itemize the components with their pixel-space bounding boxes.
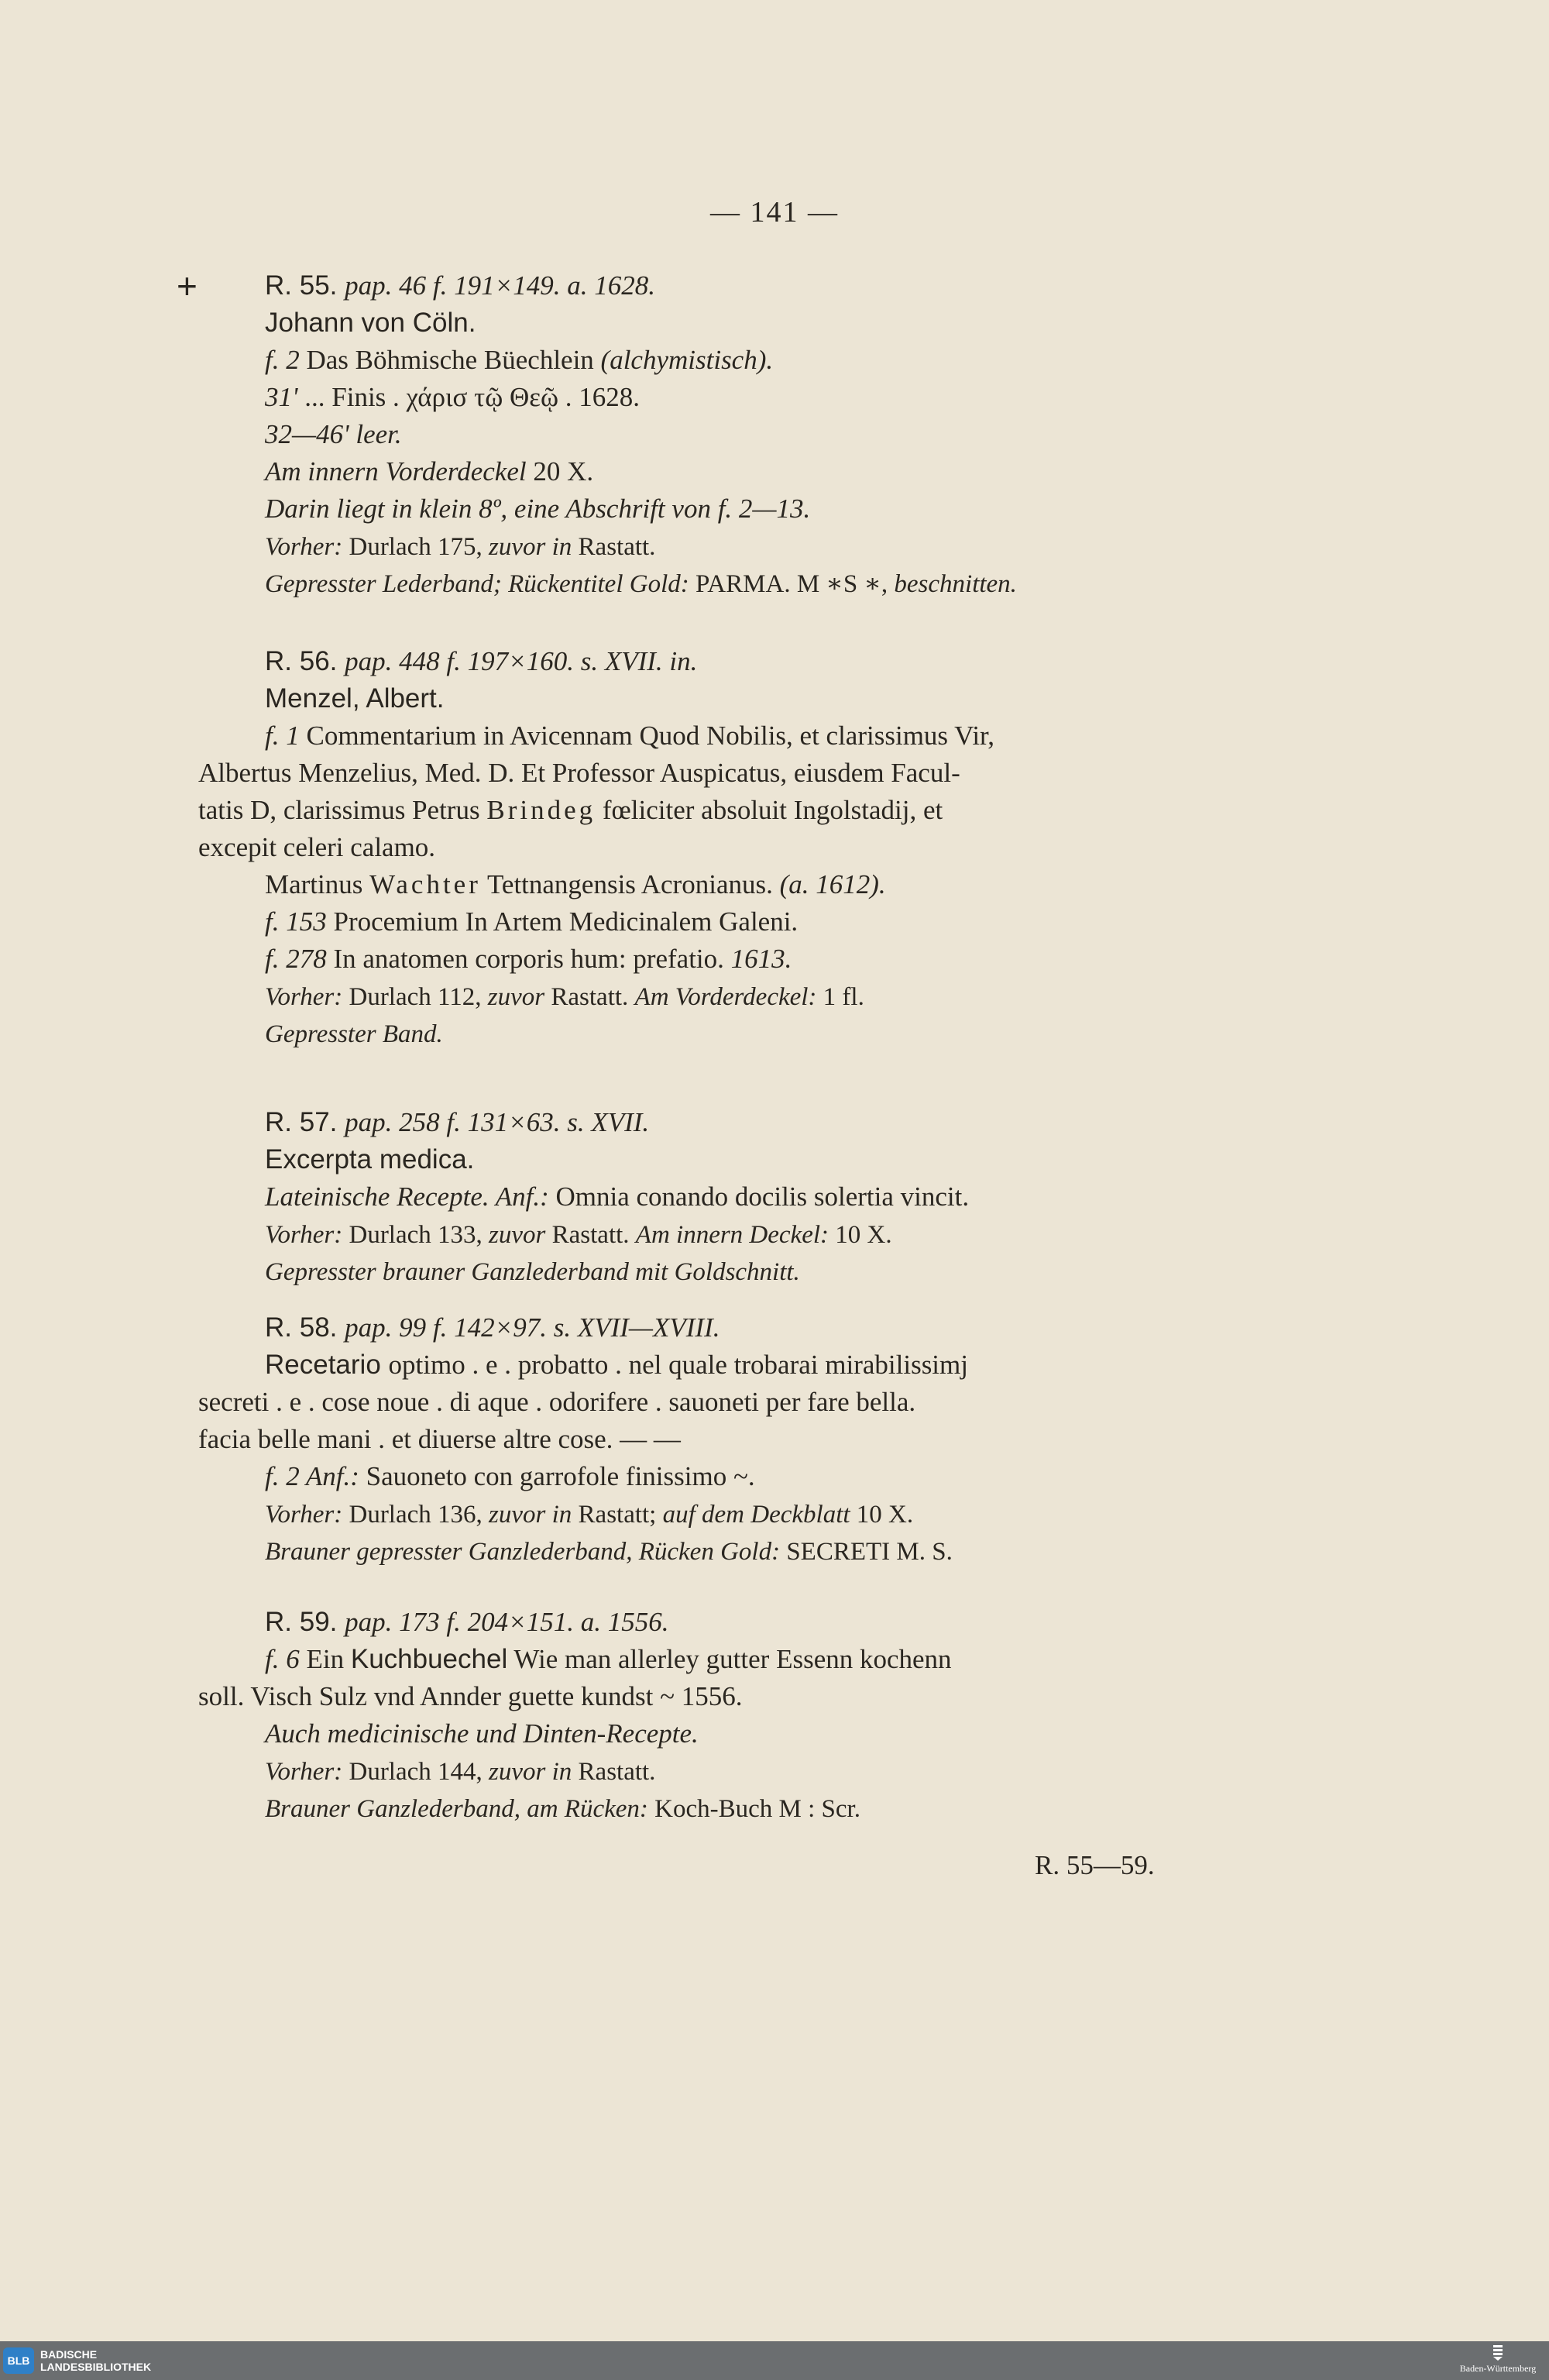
entry-3-line-4 [265,1458,755,1495]
entry-3-line-1 [265,1346,968,1384]
text-segment: Johann von Cöln. [265,308,476,338]
entry-0-line-2 [265,342,773,379]
page-number: — 141 — [710,196,839,229]
text-segment: Durlach 133, [349,1221,489,1249]
text-segment: Kuchbuechel [350,1644,508,1674]
text-segment: Sauoneto con garrofole finissimo ~. [366,1461,755,1491]
text-segment: Darin liegt in klein 8º, eine Abschrift von f. 2—13. [265,494,811,524]
text-segment: facia belle mani . et diuerse altre cose. — — [198,1424,681,1454]
text-segment: beschnitten. [894,570,1017,598]
text-segment: auf dem Deckblatt [662,1501,857,1529]
library-logo-badge: BLB [3,2347,34,2374]
coat-of-arms-icon [1492,2344,1504,2361]
text-segment: Durlach 144, [349,1758,489,1786]
text-segment: R. 56. [265,646,345,676]
library-name-line-1: BADISCHE [40,2348,98,2361]
entry-0-line-5 [265,453,593,490]
text-segment: Vorher: [265,1758,349,1786]
text-segment: Martinus [265,869,370,899]
entry-3-line-2 [198,1384,915,1421]
text-segment: f. 1 [265,721,307,751]
text-segment: pap. 448 f. 197×160. s. XVII. in. [345,646,698,676]
text-segment: Vorher: [265,533,349,561]
entry-1-line-4 [198,792,943,829]
text-segment: Recetario [265,1350,389,1380]
entry-4-line-5 [265,1790,860,1828]
entry-0-line-3 [265,379,640,416]
text-segment: R. 58. [265,1312,345,1343]
entry-1-line-9 [265,978,864,1016]
text-segment: Durlach 175, [349,533,489,561]
entry-2-line-1 [265,1141,474,1178]
text-segment: pap. 46 f. 191×149. a. 1628. [345,270,655,301]
entry-2-line-3 [265,1216,892,1254]
entry-2-line-4 [265,1253,800,1291]
text-segment: 20 X. [533,456,594,487]
text-segment: Rastatt. [578,533,656,561]
text-segment: 1 fl. [823,983,864,1011]
text-segment: Tettnangensis Acronianus. [480,869,780,899]
entry-1-line-8 [265,941,792,978]
text-segment: Procemium In Artem Medicinalem Galeni. [333,906,799,937]
text-segment: In anatomen corporis hum: prefatio. [333,944,731,974]
text-segment: zuvor in [489,1501,579,1529]
text-segment: excepit celeri calamo. [198,832,436,862]
text-segment: f. 278 [265,944,334,974]
text-segment: Auch medicinische und Dinten-Recepte. [265,1718,699,1749]
entry-1-line-10 [265,1015,443,1053]
text-segment: Excerpta medica. [265,1144,475,1175]
text-segment: Albertus Menzelius, Med. D. Et Professor Auspicatus, eiusdem Facul- [198,758,960,788]
text-segment: fœliciter absoluit Ingolstadij, et [596,795,943,825]
text-segment: Rastatt. [551,983,635,1011]
plus-marker: + [177,266,197,306]
text-segment: Vorher: [265,1221,349,1249]
text-segment: Omnia conando docilis solertia vincit. [555,1181,970,1212]
text-segment: Vorher: [265,983,349,1011]
text-segment: R. 55. [265,270,345,301]
text-segment: 31' [265,382,305,412]
page-range-label: R. 55—59. [1035,1850,1155,1880]
text-segment: Vorher: [265,1501,349,1529]
text-segment: pap. 258 f. 131×63. s. XVII. [345,1107,650,1137]
text-segment: secreti . e . cose noue . di aque . odorifere . sauoneti per fare bella. [198,1387,916,1417]
entry-1-line-6 [265,866,886,903]
text-segment: 10 X. [835,1221,892,1249]
text-segment: PARMA. M ∗S ∗, [695,570,895,598]
text-segment: Commentarium in Avicennam Quod Nobilis, et clarissimus Vir, [306,721,995,751]
text-segment: Brauner gepresster Ganzlederband, Rücken Gold: [265,1538,787,1566]
text-segment: R. 59. [265,1607,345,1637]
text-segment: Rastatt. [551,1221,636,1249]
entry-3-line-5 [265,1495,913,1533]
entry-2-line-2 [265,1178,969,1216]
text-segment: pap. 173 f. 204×151. a. 1556. [345,1607,669,1637]
text-segment: pap. 99 f. 142×97. s. XVII—XVIII. [345,1312,720,1343]
entry-3-line-0 [265,1309,720,1346]
library-name-line-2: LANDESBIBLIOTHEK [40,2361,152,2373]
text-segment: Am innern Vorderdeckel [265,456,534,487]
text-segment: f. 6 [265,1644,307,1674]
text-segment: Menzel, Albert. [265,683,445,714]
text-segment: optimo . e . probatto . nel quale trobarai mirabilissimj [388,1350,968,1380]
text-segment: (a. 1612). [779,869,886,899]
text-segment: Durlach 136, [349,1501,489,1529]
text-segment: SECRETI M. S. [786,1538,953,1566]
text-segment: Ein [306,1644,351,1674]
entry-3-line-6 [265,1532,953,1570]
library-name [40,2348,151,2373]
text-segment: Gepresster Lederband; Rückentitel Gold: [265,570,696,598]
entry-1-line-5 [198,829,435,866]
footer-bar [0,2341,1549,2380]
text-segment: Brindeg [486,795,596,825]
text-segment: zuvor [487,983,551,1011]
text-segment: Das Böhmische Büechlein [306,345,601,375]
text-segment: Gepresster brauner Ganzlederband mit Goldschnitt. [265,1258,800,1286]
text-segment: ... Finis . χάρισ τῷ Θεῷ . 1628. [304,382,640,412]
text-segment: zuvor in [489,533,579,561]
text-segment: 32—46' leer. [265,419,402,449]
entry-4-line-2 [198,1678,743,1715]
entry-1-line-7 [265,903,798,941]
text-segment: 10 X. [856,1501,914,1529]
entry-1-line-3 [198,755,960,792]
entry-0-line-1 [265,304,476,342]
text-segment: Wie man allerley gutter Essenn kochenn [507,1644,952,1674]
text-segment: 1613. [730,944,792,974]
text-segment: f. 153 [265,906,334,937]
text-segment: soll. Visch Sulz vnd Annder guette kundst ~ 1556. [198,1681,743,1711]
text-segment: zuvor in [489,1758,579,1786]
entry-4-line-3 [265,1715,699,1752]
state-mark-label: Baden-Württemberg [1459,2363,1537,2374]
text-segment: Koch-Buch M : Scr. [654,1795,860,1823]
text-segment: (alchymistisch). [600,345,774,375]
entry-1-line-2 [265,717,994,755]
entry-3-line-3 [198,1421,681,1458]
entry-0-line-6 [265,490,810,528]
entry-0-line-0 [265,267,655,304]
entry-0-line-8 [265,565,1017,603]
text-segment: tatis D, clarissimus Petrus [198,795,487,825]
text-segment: zuvor [489,1221,552,1249]
entry-1-line-1 [265,680,445,717]
text-segment: Am innern Deckel: [635,1221,836,1249]
text-segment: Rastatt. [578,1758,656,1786]
entry-0-line-4 [265,416,402,453]
text-segment: Gepresster Band. [265,1020,443,1048]
text-segment: f. 2 [265,345,307,375]
entry-1-line-0 [265,643,697,680]
text-segment: Durlach 112, [349,983,488,1011]
text-segment: Rastatt; [578,1501,663,1529]
entry-4-line-1 [265,1641,952,1678]
state-mark [1451,2344,1544,2374]
entry-4-line-0 [265,1604,668,1641]
text-segment: Lateinische Recepte. Anf.: [265,1181,556,1212]
text-segment: Am Vorderdeckel: [634,983,823,1011]
text-segment: Wachter [369,869,481,899]
entry-0-line-7 [265,528,655,566]
text-segment: R. 57. [265,1107,345,1137]
text-segment: Brauner Ganzlederband, am Rücken: [265,1795,655,1823]
entry-4-line-4 [265,1752,655,1790]
text-segment: f. 2 Anf.: [265,1461,366,1491]
entry-2-line-0 [265,1104,649,1141]
